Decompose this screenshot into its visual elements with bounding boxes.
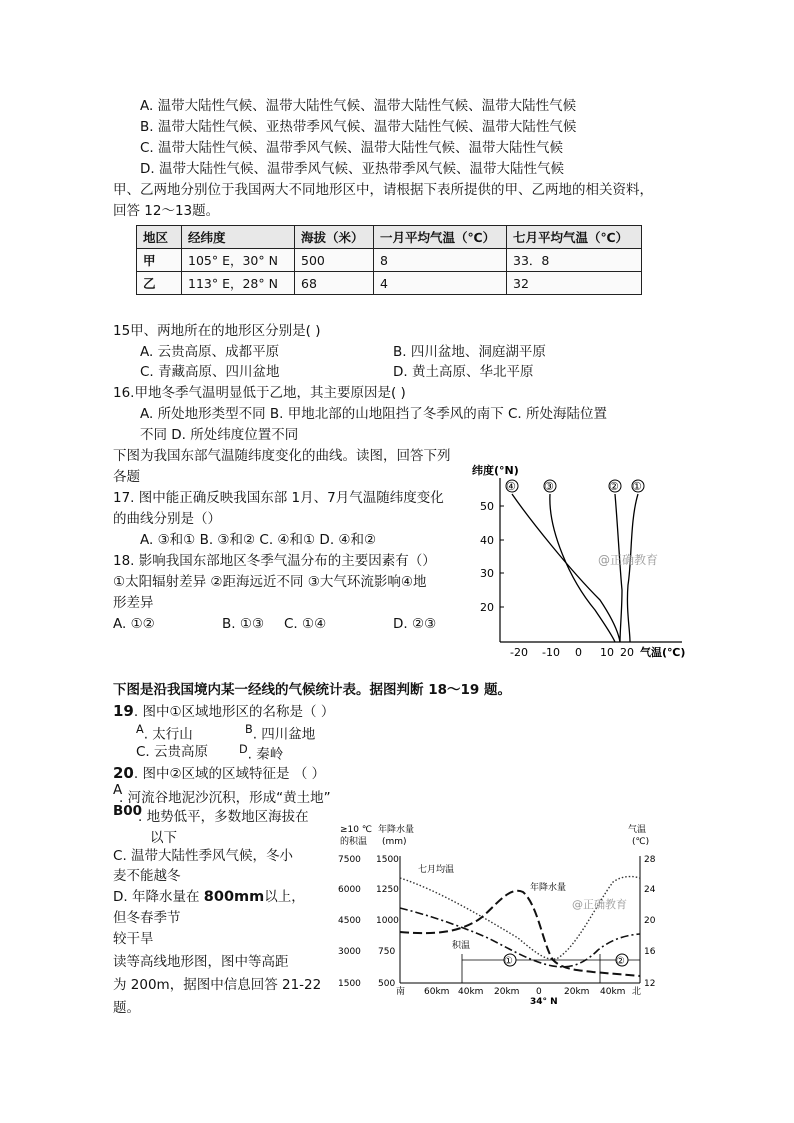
intro-12-13-line1: 甲、乙两地分别位于我国两大不同地形区中，请根据下表所提供的甲、乙两地的相关资料，: [113, 182, 653, 198]
table-cell: 32: [507, 272, 642, 295]
q20-option-d-cont2: 较干旱: [113, 931, 154, 947]
q20-option-b-overlap: B00: [113, 803, 143, 819]
q19-option-b-text: . 四川盆地: [252, 726, 316, 743]
chart2-x-tick: 北: [632, 987, 642, 997]
table-header-row: [137, 226, 642, 249]
intro-18-19: 下图是沿我国境内某一经线的气候统计表。据图判断 18～19 题。: [113, 682, 511, 698]
q18-option-d: D. ②③: [393, 616, 437, 632]
q20-option-d-text2: 以上，: [264, 889, 305, 905]
chart2-left-tick: 7500: [338, 855, 361, 865]
chart1-x-tick: -10: [542, 646, 560, 659]
chart2-region-label: ②: [616, 956, 625, 967]
q11-option-b: B. 温带大陆性气候、亚热带季风气候、温带大陆性气候、温带大陆性气候: [140, 119, 577, 135]
chart1-curve-label: ④: [506, 480, 516, 493]
q19-option-a-letter: A: [136, 723, 144, 736]
q20-number: 20: [113, 764, 134, 782]
chart1-y-tick: 50: [480, 500, 494, 513]
table-header-cell: 经纬度: [182, 226, 295, 249]
chart2-right-tick: 16: [644, 947, 656, 957]
chart2-lat-label: 34° N: [530, 997, 558, 1005]
q15-stem: 15甲、两地所在的地形区分别是( ): [113, 323, 321, 339]
chart2-left-tick: 3000: [338, 947, 361, 957]
q15-option-b: B. 四川盆地、洞庭湖平原: [393, 344, 546, 360]
q16-line1: A. 所处地形类型不同 B. 甲地北部的山地阻挡了冬季风的南下 C. 所处海陆位置: [140, 406, 608, 422]
chart2-series-label: 积温: [452, 941, 471, 951]
q18-line1: 18. 影响我国东部地区冬季气温分布的主要因素有（）: [113, 553, 436, 569]
chart2-x-tick: 20km: [564, 987, 590, 997]
table-cell: 105° E，30° N: [182, 249, 295, 272]
table-cell: 甲: [137, 249, 182, 272]
q20-option-c-text: . 温带大陆性季风气候，冬小: [122, 848, 294, 864]
q20-option-d-letter: D: [113, 889, 124, 905]
chart2-right-tick: 24: [644, 885, 656, 895]
chart1-x-tick: 0: [575, 646, 582, 659]
chart1-y-tick: 20: [480, 601, 494, 614]
chart2-right-tick: 20: [644, 916, 656, 926]
q20-option-d-text: . 年降水量在: [123, 889, 204, 905]
chart2-watermark: @正确教育: [572, 898, 627, 911]
q18-option-c: C. ①④: [284, 616, 327, 632]
chart2-series-label: 年降水量: [530, 883, 567, 893]
q17-line2: 的曲线分别是（）: [113, 511, 221, 527]
table-header-cell: 七月平均气温（℃）: [507, 226, 642, 249]
table-cell: 68: [295, 272, 374, 295]
q11-option-c: C. 温带大陆性气候、温带季风气候、温带大陆性气候、温带大陆性气候: [140, 140, 564, 156]
chart2-x-tick: 南: [396, 987, 406, 997]
chart2-accum-temp-line: [400, 908, 640, 967]
table-header-cell: 一月平均气温（℃）: [374, 226, 507, 249]
table-row: [137, 272, 642, 295]
q19-number: 19: [113, 702, 134, 720]
chart2-x-tick: 60km: [424, 987, 450, 997]
q20-stem: . 图中②区域的区域特征是 （ ）: [133, 766, 326, 782]
q11-option-d: D. 温带大陆性气候、温带季风气候、亚热带季风气候、温带大陆性气候: [140, 161, 564, 177]
chart2-left-tick: 4500: [338, 916, 361, 926]
q20-option-b-cont: 以下: [150, 830, 177, 846]
chart2-mid-label: 年降水量: [378, 825, 415, 835]
q11-option-a: A. 温带大陆性气候、温带大陆性气候、温带大陆性气候、温带大陆性气候: [140, 98, 577, 114]
chart1-x-label: 气温(℃): [640, 646, 686, 659]
chart1-y-tick: 30: [480, 567, 494, 580]
chart2-left-tick: 1500: [338, 979, 361, 989]
intro-21-22-line2: 为 200m，据图中信息回答 21-22: [113, 977, 322, 993]
chart1-x-tick: -20: [510, 646, 528, 659]
chart1-x-tick: 10: [600, 646, 614, 659]
latitude-temperature-chart: [470, 460, 690, 660]
q18-line3: 形差异: [113, 595, 154, 611]
q17-line1: 17. 图中能正确反映我国东部 1月、7月气温随纬度变化: [113, 490, 444, 506]
q20-option-c: [113, 846, 293, 866]
q20-option-c-letter: C: [113, 848, 123, 864]
table-cell: 113° E，28° N: [182, 272, 295, 295]
q20-option-c-cont: 麦不能越冬: [113, 868, 181, 884]
intro-21-22-line1: 读等高线地形图，图中等高距: [113, 954, 289, 970]
chart2-right-label: (℃): [632, 837, 650, 847]
q20-option-a: . 河流谷地泥沙沉积，形成“黄土地”: [119, 790, 331, 806]
meridian-climate-chart: [338, 820, 690, 1005]
q19-option-a-text: . 太行山: [143, 726, 193, 743]
q18-option-a: A. ①②: [113, 616, 155, 632]
q20-option-d-cont: 但冬春季节: [113, 910, 181, 926]
chart2-right-tick: 28: [644, 855, 656, 865]
table-cell: 8: [374, 249, 507, 272]
table-cell: 500: [295, 249, 374, 272]
chart1-curve-label: ②: [609, 480, 619, 493]
chart2-left-label: ≥10 ℃: [340, 825, 372, 835]
intro-17-line2: 各题: [113, 469, 140, 485]
chart1-curve-4: [512, 494, 620, 642]
q18-option-b: B. ①③: [222, 616, 265, 632]
chart2-mid-tick: 1000: [376, 916, 399, 926]
table-header-cell: 地区: [137, 226, 182, 249]
chart2-x-tick: 40km: [600, 987, 626, 997]
chart1-y-tick: 40: [480, 534, 494, 547]
q15-option-a: A. 云贵高原、成都平原: [140, 344, 280, 360]
chart1-curve-3: [550, 494, 615, 642]
chart2-x-tick: 20km: [494, 987, 520, 997]
q19-stem: . 图中①区域地形区的名称是（ ）: [133, 704, 335, 720]
q19-stem-line: [113, 701, 334, 722]
chart1-curve-label: ①: [632, 480, 642, 493]
chart1-x-tick: 20: [620, 646, 634, 659]
table-cell: 4: [374, 272, 507, 295]
chart2-x-tick: 0: [536, 987, 542, 997]
intro-17-line1: 下图为我国东部气温随纬度变化的曲线。读图，回答下列: [113, 448, 451, 464]
q19-option-b-letter: B: [245, 723, 253, 736]
q19-option-d: [239, 740, 283, 765]
chart1-curve-1: [627, 494, 638, 642]
chart2-series-label: 七月均温: [418, 865, 455, 875]
table-row: [137, 249, 642, 272]
q20-option-b: . 地势低平，多数地区海拔在: [138, 809, 309, 825]
q19-option-d-letter: D: [239, 743, 248, 756]
table-header-cell: 海拔（米）: [295, 226, 374, 249]
table-cell: 33．8: [507, 249, 642, 272]
intro-21-22-line3: 题。: [113, 1000, 140, 1016]
q16-line2: 不同 D. 所处纬度位置不同: [140, 427, 299, 443]
q16-stem: 16.甲地冬季气温明显低于乙地，其主要原因是( ): [113, 385, 406, 401]
chart2-mid-label: (mm): [382, 837, 407, 847]
table-cell: 乙: [137, 272, 182, 295]
chart1-y-label: 纬度(°N): [472, 464, 519, 477]
q20-option-d-amount: 800mm: [203, 889, 265, 905]
q19-option-d-text: . 秦岭: [247, 746, 284, 763]
q20-option-a-letter: A: [113, 782, 123, 798]
location-data-table: [136, 225, 642, 295]
q17-options: A. ③和① B. ③和② C. ④和① D. ④和②: [140, 532, 377, 548]
chart2-right-label: 气温: [628, 825, 647, 835]
chart2-mid-tick: 1500: [376, 855, 399, 865]
chart1-curve-2: [615, 494, 622, 642]
chart2-left-label: 的积温: [340, 837, 368, 847]
chart2-x-tick: 40km: [458, 987, 484, 997]
q15-option-d: D. 黄土高原、华北平原: [393, 364, 534, 380]
chart2-right-tick: 12: [644, 979, 656, 989]
chart2-region-label: ①: [504, 956, 513, 967]
q20-stem-line: [113, 763, 325, 784]
chart1-watermark: @正确教育: [598, 553, 659, 567]
chart2-mid-tick: 750: [378, 947, 396, 957]
chart2-mid-tick: 1250: [376, 885, 399, 895]
chart1-curve-label: ③: [544, 480, 554, 493]
q19-option-a: [136, 720, 193, 745]
chart2-left-tick: 6000: [338, 885, 361, 895]
chart2-mid-tick: 500: [378, 979, 396, 989]
intro-12-13-line2: 回答 12～13题。: [113, 203, 220, 219]
q20-option-d: [113, 887, 305, 907]
q19-option-c: C. 云贵高原: [136, 744, 209, 760]
q15-option-c: C. 青藏高原、四川盆地: [140, 364, 280, 380]
q18-line2: ①太阳辐射差异 ②距海远近不同 ③大气环流影响④地: [113, 574, 427, 590]
